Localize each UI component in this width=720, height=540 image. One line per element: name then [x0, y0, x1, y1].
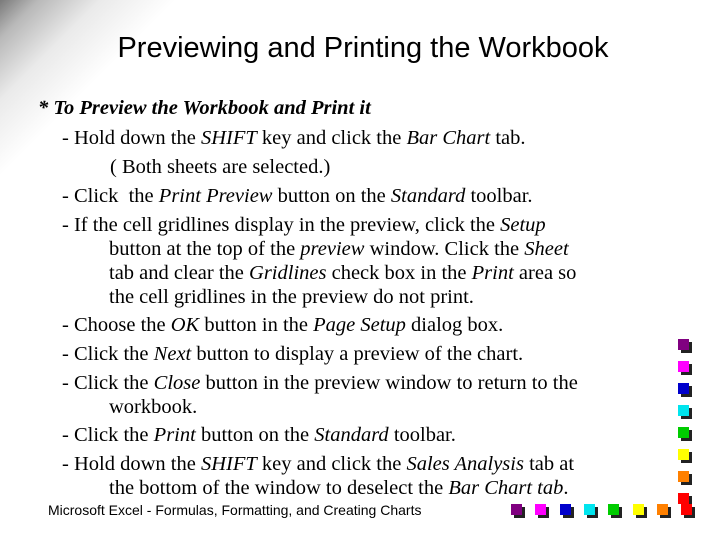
list-item: - Click the Print Preview button on the Standard toolbar. — [62, 185, 533, 207]
list-item-continuation: ( Both sheets are selected.) — [110, 156, 331, 178]
list-item: - Click the Close button in the preview window to return to the — [62, 372, 578, 394]
list-item-continuation: workbook. — [109, 396, 198, 418]
slide-title: Previewing and Printing the Workbook — [117, 32, 609, 64]
list-item: - Hold down the SHIFT key and click the Sales Analysis tab at — [62, 453, 575, 475]
square-decoration-icon — [681, 504, 692, 515]
list-item-continuation: the bottom of the window to deselect the Bar Chart tab. — [109, 477, 569, 499]
square-decoration-icon — [560, 504, 571, 515]
list-item: - Click the Print button on the Standard toolbar. — [62, 424, 456, 446]
square-decoration-icon — [678, 383, 689, 394]
square-decoration-icon — [678, 471, 689, 482]
list-item: - If the cell gridlines display in the preview, click the Setup — [62, 214, 546, 236]
slide-footer: Microsoft Excel - Formulas, Formatting, and Creating Charts — [48, 502, 422, 518]
square-decoration-icon — [633, 504, 644, 515]
square-decoration-icon — [657, 504, 668, 515]
square-decoration-icon — [678, 361, 689, 372]
list-item-continuation: the cell gridlines in the preview do not print. — [109, 286, 474, 308]
square-decoration-icon — [511, 504, 522, 515]
list-item-continuation: button at the top of the preview window. Click the Sheet — [109, 238, 569, 260]
square-decoration-icon — [608, 504, 619, 515]
list-item: - Click the Next button to display a preview of the chart. — [62, 343, 524, 365]
square-decoration-icon — [535, 504, 546, 515]
square-decoration-icon — [584, 504, 595, 515]
list-item: - Hold down the SHIFT key and click the Bar Chart tab. — [62, 127, 526, 149]
square-decoration-icon — [678, 405, 689, 416]
list-item-continuation: tab and clear the Gridlines check box in the Print area so — [109, 262, 577, 284]
list-item: - Choose the OK button in the Page Setup dialog box. — [62, 314, 504, 336]
square-decoration-icon — [678, 493, 689, 504]
square-decoration-icon — [678, 339, 689, 350]
square-decoration-icon — [678, 427, 689, 438]
square-decoration-icon — [678, 449, 689, 460]
slide-heading: * To Preview the Workbook and Print it — [38, 97, 371, 119]
